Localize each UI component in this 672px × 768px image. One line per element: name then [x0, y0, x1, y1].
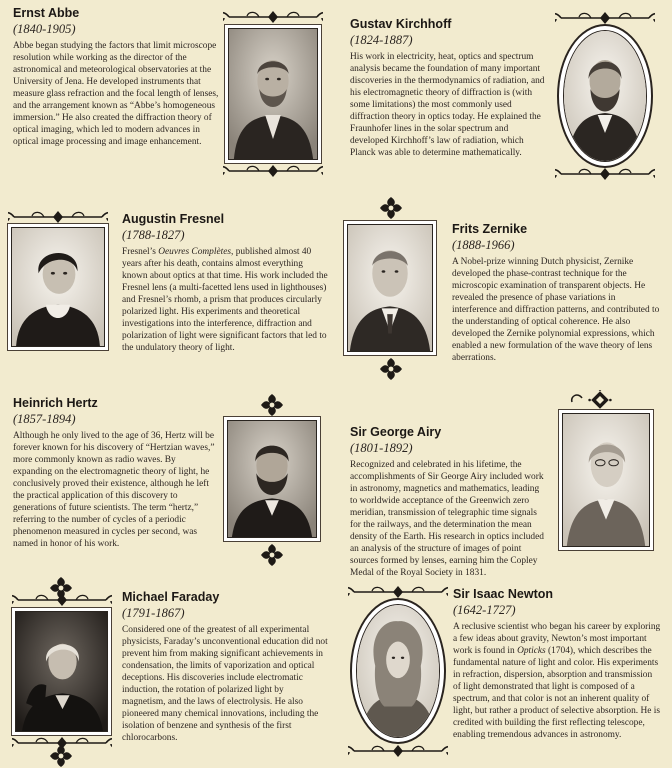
bio-gustav-kirchhoff	[350, 17, 546, 159]
scientist-years: (1791-1867)	[122, 606, 185, 620]
scientist-bio	[453, 621, 662, 741]
diamond-ornament-bottom	[377, 355, 405, 383]
portrait-augustin-fresnel	[11, 227, 105, 347]
bio-text-rest: (1704), which describes the fundamental nature of light and color. His experiments in refraction, dispersion, absorption and transmission of light demonstrated that light is composed of a spectrum, and that color is not an inherent quality of light, but rather a product of selective absorption. He is credited with building the first reflecting telescope, enabling tremendous advances in astronomy.	[453, 646, 660, 741]
scroll-ornament-top	[555, 11, 655, 25]
scroll-ornament-top	[223, 10, 323, 24]
fleur-ornament-top	[258, 391, 286, 419]
bio-michael-faraday	[122, 590, 328, 744]
scientist-years: (1801-1892)	[350, 441, 413, 455]
portrait-heinrich-hertz	[227, 420, 317, 538]
book-title: Opticks	[517, 646, 546, 657]
portrait-frame-augustin-fresnel	[7, 223, 109, 351]
portrait-frame-gustav-kirchhoff	[557, 24, 653, 168]
scientist-bio: His work in electricity, heat, optics and spectrum analysis became the foundation of many important discoveries in the thermodynamics of radiation, and his electromagnetic theory of diffraction is (with some limitations) the most commonly used diffraction theory in optics today. He explained the Fraunhofer lines in the solar spectrum and developed Kirchhoff’s law of radiation, which Planck was able to determine mathematically.	[350, 52, 545, 159]
portrait-gustav-kirchhoff	[563, 30, 647, 162]
bio-heinrich-hertz	[13, 396, 217, 550]
portrait-sir-isaac-newton	[356, 604, 440, 738]
bio-sir-isaac-newton	[453, 587, 662, 741]
scientist-name: Michael Faraday	[122, 590, 220, 604]
scroll-ornament-top	[8, 210, 108, 224]
scientist-name: Heinrich Hertz	[13, 396, 98, 410]
scientist-years: (1824-1887)	[350, 33, 413, 47]
portrait-frame-heinrich-hertz	[223, 416, 321, 542]
portrait-frame-michael-faraday	[11, 607, 112, 736]
bio-text-rest: , published almost 40 years after his death, contains almost everything known about optics at that time. His work included the Fresnel lens (a multi-facetted lens used in lighthouses) and Fresnel’s rhomb, a prism that produces circularly polarized light. His experiments and theoretical investigations into the interference, diffraction and polarization of light were significant factors that led to the undulatory theory of light.	[122, 247, 328, 354]
scientist-bio: Abbe began studying the factors that limit microscope resolution while working as the director of the astronomical and meteorological observatories at the University of Jena. He developed instruments that measure glass refraction and the focal length of lenses, and the arrangement known as “Abbe’s homogeneous immersion.” He also created the diffraction theory of optical imaging, which led to modern advances in optical image processing and image enhancement.	[13, 41, 219, 148]
portrait-frame-ernst-abbe	[224, 24, 322, 164]
portrait-frame-sir-george-airy	[558, 409, 654, 551]
scroll-ornament-top	[348, 585, 448, 599]
scientist-years: (1840-1905)	[13, 22, 76, 36]
fleur-ornament-bottom	[258, 541, 286, 569]
scientist-bio: Recognized and celebrated in his lifetime, the accomplishments of Sir George Airy included work in astronomy, magnetics and mathematics, leading to worldwide acceptance of the Greenwich zero meridian, transmission of telegraphic time signals for the railways, and the determination the mean density of the Earth. His research in optics included an analysis of the structure of images of point sources formed by lenses, earning him the Copley Medal of the Royal Society in 1831.	[350, 460, 544, 579]
scientist-name: Ernst Abbe	[13, 6, 80, 20]
scientist-name: Augustin Fresnel	[122, 212, 225, 226]
bio-sir-george-airy	[350, 425, 546, 579]
bio-augustin-fresnel	[122, 212, 330, 354]
portrait-michael-faraday	[15, 611, 108, 732]
portrait-sir-george-airy	[562, 413, 650, 547]
scientist-name: Frits Zernike	[452, 222, 528, 236]
diamond-ornament-top	[377, 194, 405, 222]
scientist-name: Sir George Airy	[350, 425, 442, 439]
portrait-ernst-abbe	[228, 28, 318, 160]
scientist-years: (1642-1727)	[453, 603, 516, 617]
bio-ernst-abbe	[13, 6, 221, 148]
scientist-years: (1788-1827)	[122, 228, 185, 242]
diamond-ornament-top	[570, 390, 622, 410]
scientist-years: (1888-1966)	[452, 238, 515, 252]
scientist-bio: Considered one of the greatest of all experimental physicists, Faraday’s unconventional education did not prevent him from making significant achievements in condensation, the limits of vaporization and optical deceptions. His discoveries include electromatic induction, the rotation of polarized light by magnetism, and the laws of electrolysis. He also pioneered many chemical innovations, including the isolation of benzene and synthesis of the first chlorocarbons.	[122, 625, 328, 744]
scientist-years: (1857-1894)	[13, 412, 76, 426]
portrait-frame-sir-isaac-newton	[350, 598, 446, 744]
scientist-name: Gustav Kirchhoff	[350, 17, 452, 31]
scroll-ornament-bottom	[223, 164, 323, 178]
book-title: Oeuvres Complètes	[158, 247, 232, 257]
scientist-bio	[122, 246, 330, 354]
portrait-frame-frits-zernike	[343, 220, 437, 356]
scroll-ornament-bottom	[348, 744, 448, 758]
bio-text-pre: Fresnel’s	[122, 247, 159, 257]
fleur-ornament-bottom	[47, 744, 75, 768]
scroll-ornament-bottom	[555, 167, 655, 181]
portrait-frits-zernike	[347, 224, 433, 352]
scientist-name: Sir Isaac Newton	[453, 587, 554, 601]
scientist-bio: A Nobel-prize winning Dutch physicist, Zernike developed the phase-contrast technique for the microscopic examination of transparent objects. He revealed the presence of phase variations in interference and diffraction patterns, and contributed to the understanding of optical coherence. He also developed the Zernike polynomial expressions, which enabled a new formulation of the wave theory of lens aberrations.	[452, 257, 660, 364]
bio-text-pre: A reclusive scientist who began his career by exploring a few ideas about gravity, Newton’s most important work is found in	[453, 622, 661, 657]
bio-frits-zernike	[452, 222, 662, 364]
scientist-bio: Although he only lived to the age of 36, Hertz will be forever known for his discovery of “Hertzian waves,” more commonly known as radio waves. By expanding on the electromagnetic theory of light, he conclusively proved their existence, although he left the practical application of this discovery to generations of future scientists. The term “hertz,” referring to the number of cycles of a periodic phenomenon measured in cycles per second, was named in honor of his work.	[13, 431, 215, 550]
scroll-ornament-top	[12, 593, 112, 607]
